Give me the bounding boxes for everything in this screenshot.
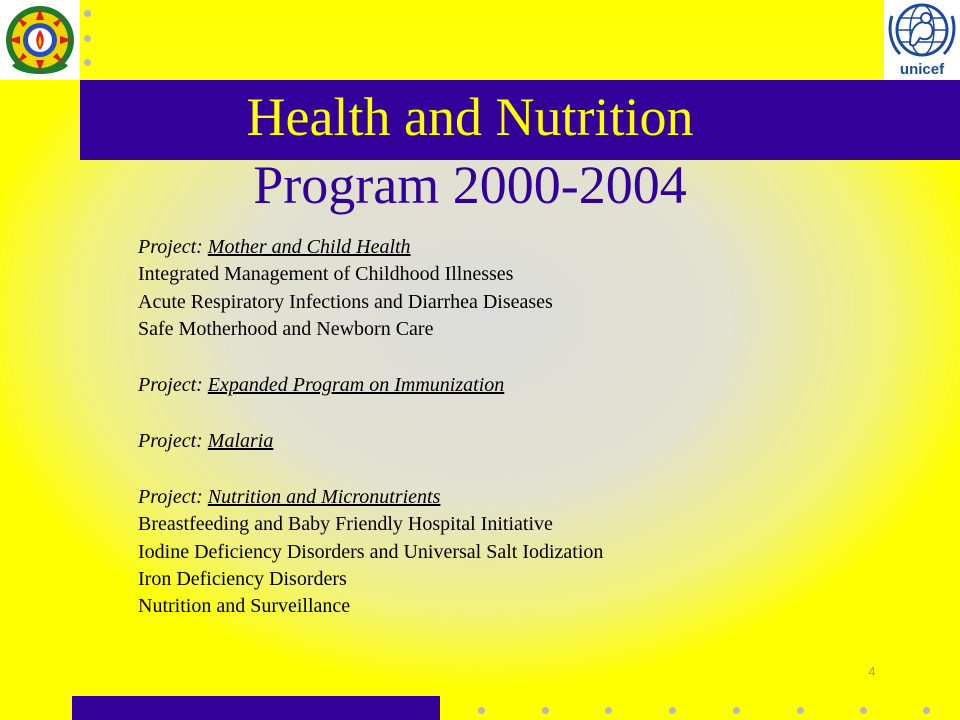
dot-icon: [84, 59, 91, 66]
project-name: Nutrition and Micronutrients: [207, 485, 441, 508]
unicef-globe-icon: [884, 0, 960, 62]
project-prefix: Project:: [138, 374, 208, 397]
list-item: Breastfeeding and Baby Friendly Hospital Initiative: [138, 513, 553, 536]
project-list: [138, 234, 858, 621]
slide-subtitle: Program 2000-2004: [253, 155, 687, 215]
project-name: Malaria: [207, 429, 274, 452]
project-prefix: Project:: [138, 236, 208, 258]
dot-icon: [860, 707, 867, 714]
dot-icon: [84, 10, 91, 17]
unicef-wordmark: unicef: [899, 61, 945, 78]
dot-icon: [478, 707, 485, 714]
emblem-icon: [0, 0, 80, 80]
spacer: [138, 399, 858, 428]
project-heading: [138, 372, 858, 399]
unicef-logo: [884, 0, 960, 80]
spacer: [138, 455, 858, 484]
dot-icon: [797, 707, 804, 714]
project-heading: [138, 428, 858, 455]
list-item: Iodine Deficiency Disorders and Universal Salt Iodization: [138, 540, 604, 563]
slide-title: Health and Nutrition: [246, 87, 694, 147]
dot-icon: [542, 707, 549, 714]
dot-icon: [605, 707, 612, 714]
dot-icon: [733, 707, 740, 714]
dot-icon: [923, 707, 930, 714]
project-prefix: Project:: [138, 485, 208, 508]
project-prefix: Project:: [138, 429, 208, 452]
list-item: Integrated Management of Childhood Illnesses: [138, 263, 514, 286]
list-item: Nutrition and Surveillance: [138, 595, 351, 618]
project-heading: [138, 484, 858, 511]
national-emblem: [0, 0, 80, 80]
dot-icon: [669, 707, 676, 714]
bottom-bar: [72, 696, 440, 720]
project-name: Mother and Child Health: [207, 236, 411, 258]
dot-icon: [84, 35, 91, 42]
spacer: [138, 344, 858, 373]
list-item: Safe Motherhood and Newborn Care: [138, 318, 434, 341]
decorative-dots-left: [84, 10, 94, 70]
project-heading: [138, 234, 858, 261]
page-number: 4: [868, 664, 876, 679]
project-name: Expanded Program on Immunization: [207, 374, 505, 397]
list-item: Acute Respiratory Infections and Diarrhea Diseases: [138, 290, 553, 313]
top-band: [0, 0, 960, 80]
list-item: Iron Deficiency Disorders: [138, 568, 347, 591]
